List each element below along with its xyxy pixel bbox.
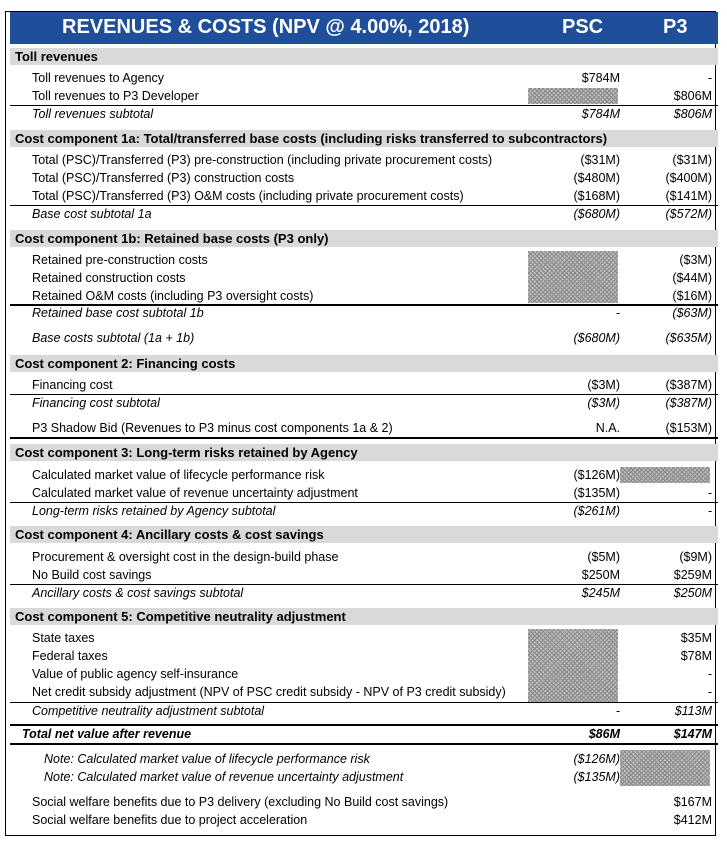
- section-cost-2: Cost component 2: Financing costs: [10, 355, 718, 372]
- row-social-welfare-p3: [10, 794, 718, 811]
- p3-value: ($153M): [665, 421, 712, 435]
- p3-value: ($16M): [672, 289, 712, 303]
- p3-value: ($572M): [665, 207, 712, 221]
- p3-value: -: [707, 685, 712, 699]
- row-1a-om: [10, 188, 718, 205]
- row-label: Note: Calculated market value of revenue uncertainty adjustment: [44, 770, 404, 784]
- row-no-build-savings: [10, 567, 718, 584]
- row-label: Financing cost subtotal: [32, 396, 160, 410]
- p3-value: $78M: [680, 649, 712, 663]
- row-social-welfare-acceleration: [10, 812, 718, 829]
- p3-value: $167M: [673, 795, 712, 809]
- row-label: Competitive neutrality adjustment subtotal: [32, 704, 265, 718]
- row-label: Note: Calculated market value of lifecycle performance risk: [44, 752, 370, 766]
- psc-value: N.A.: [595, 421, 620, 435]
- p3-value: ($400M): [665, 171, 712, 185]
- row-label: Retained O&M costs (including P3 oversight costs): [32, 289, 314, 303]
- row-label: Total net value after revenue: [22, 727, 192, 741]
- psc-value: ($135M): [573, 486, 620, 500]
- p3-value: ($141M): [665, 189, 712, 203]
- row-revenue-uncertainty: [10, 485, 718, 502]
- row-1a-subtotal: [10, 206, 718, 223]
- p3-value: ($635M): [665, 331, 712, 345]
- p3-value: $412M: [673, 813, 712, 827]
- p3-value: ($9M): [679, 550, 712, 564]
- row-label: Base cost subtotal 1a: [32, 207, 152, 221]
- p3-value: -: [707, 486, 712, 500]
- row-toll-p3: [10, 88, 718, 105]
- row-base-costs-total: [10, 330, 718, 347]
- row-long-term-subtotal: [10, 503, 718, 520]
- p3-value: -: [707, 71, 712, 85]
- row-self-insurance: [10, 666, 718, 683]
- p3-value: $259M: [673, 568, 712, 582]
- row-label: Long-term risks retained by Agency subtotal: [32, 504, 276, 518]
- psc-value: ($480M): [573, 171, 620, 185]
- row-label: Value of public agency self-insurance: [32, 667, 239, 681]
- p3-value: ($3M): [679, 253, 712, 267]
- psc-value: ($5M): [587, 550, 620, 564]
- column-header-p3: P3: [663, 16, 688, 38]
- column-header-psc: PSC: [562, 16, 604, 38]
- psc-value: -: [615, 704, 620, 718]
- p3-value: $147M: [673, 727, 712, 741]
- total-rule-bottom: [10, 743, 718, 745]
- row-note-lifecycle: [10, 751, 718, 768]
- row-label: Social welfare benefits due to P3 delivery (excluding No Build cost savings): [32, 795, 449, 809]
- section-cost-5: Cost component 5: Competitive neutrality adjustment: [10, 608, 718, 625]
- row-label: Toll revenues subtotal: [32, 107, 154, 121]
- row-state-taxes: [10, 630, 718, 647]
- section-cost-1a: Cost component 1a: Total/transferred base costs (including risks transferred to subcontractors): [10, 130, 718, 147]
- row-label: Base costs subtotal (1a + 1b): [32, 331, 195, 345]
- p3-value: ($387M): [665, 396, 712, 410]
- psc-value: ($261M): [573, 504, 620, 518]
- p3-value: ($44M): [672, 271, 712, 285]
- psc-value: -: [615, 306, 620, 320]
- row-label: Ancillary costs & cost savings subtotal: [32, 586, 244, 600]
- psc-value: $86M: [588, 727, 620, 741]
- psc-value: ($680M): [573, 207, 620, 221]
- p3-value: $113M: [674, 704, 712, 718]
- p3-value: $806M: [673, 89, 712, 103]
- row-1a-preconstruction: [10, 152, 718, 169]
- psc-value: $784M: [581, 107, 620, 121]
- row-label: Toll revenues to P3 Developer: [32, 89, 199, 103]
- row-label: State taxes: [32, 631, 95, 645]
- psc-value: ($126M): [573, 468, 620, 482]
- section-toll-revenues: Toll revenues: [10, 48, 718, 65]
- row-label: Total (PSC)/Transferred (P3) pre-construction (including private procurement costs): [32, 153, 493, 167]
- psc-value: $784M: [581, 71, 620, 85]
- psc-value: ($3M): [587, 378, 620, 392]
- psc-value: $250M: [581, 568, 620, 582]
- hatched-cell: [620, 467, 710, 483]
- row-1b-construction: [10, 270, 718, 287]
- psc-value: $245M: [581, 586, 620, 600]
- p3-value: ($387M): [665, 378, 712, 392]
- row-1b-om: [10, 288, 718, 305]
- section-rule: [10, 437, 718, 439]
- row-procurement-oversight: [10, 549, 718, 566]
- row-1b-preconstruction: [10, 252, 718, 269]
- psc-value: ($31M): [580, 153, 620, 167]
- row-credit-subsidy: [10, 684, 718, 701]
- row-1b-subtotal: [10, 305, 718, 322]
- row-neutrality-subtotal: [10, 703, 718, 720]
- row-lifecycle-risk: [10, 467, 718, 484]
- row-federal-taxes: [10, 648, 718, 665]
- row-note-revenue: [10, 769, 718, 786]
- row-1a-construction: [10, 170, 718, 187]
- row-label: Calculated market value of revenue uncertainty adjustment: [32, 486, 358, 500]
- row-financing-cost: [10, 377, 718, 394]
- section-cost-3: Cost component 3: Long-term risks retained by Agency: [10, 444, 718, 461]
- p3-value: ($63M): [672, 306, 712, 320]
- row-label: Procurement & oversight cost in the design-build phase: [32, 550, 339, 564]
- row-label: Net credit subsidy adjustment (NPV of PSC credit subsidy - NPV of P3 credit subsidy): [32, 685, 506, 699]
- row-ancillary-subtotal: [10, 585, 718, 602]
- p3-value: -: [707, 667, 712, 681]
- row-label: Social welfare benefits due to project acceleration: [32, 813, 308, 827]
- row-toll-agency: [10, 70, 718, 87]
- section-cost-1b: Cost component 1b: Retained base costs (P3 only): [10, 230, 718, 247]
- section-cost-4: Cost component 4: Ancillary costs & cost savings: [10, 526, 718, 543]
- p3-value: ($31M): [672, 153, 712, 167]
- p3-value: -: [707, 504, 712, 518]
- row-label: Total (PSC)/Transferred (P3) O&M costs (including private procurement costs): [32, 189, 464, 203]
- row-label: P3 Shadow Bid (Revenues to P3 minus cost components 1a & 2): [32, 421, 393, 435]
- table-header: [10, 12, 718, 44]
- table-title: REVENUES & COSTS (NPV @ 4.00%, 2018): [62, 16, 470, 38]
- p3-value: $35M: [680, 631, 712, 645]
- row-label: No Build cost savings: [32, 568, 152, 582]
- psc-value: ($3M): [587, 396, 620, 410]
- psc-value: ($135M): [573, 770, 620, 784]
- row-label: Toll revenues to Agency: [32, 71, 165, 85]
- row-label: Retained base cost subtotal 1b: [32, 306, 204, 320]
- row-label: Federal taxes: [32, 649, 108, 663]
- p3-value: $806M: [673, 107, 712, 121]
- row-label: Retained pre-construction costs: [32, 253, 208, 267]
- row-label: Total (PSC)/Transferred (P3) construction costs: [32, 171, 295, 185]
- psc-value: ($168M): [573, 189, 620, 203]
- psc-value: ($680M): [573, 331, 620, 345]
- row-label: Retained construction costs: [32, 271, 186, 285]
- psc-value: ($126M): [573, 752, 620, 766]
- row-toll-subtotal: [10, 106, 718, 123]
- row-total-net-value: [10, 726, 718, 743]
- row-financing-subtotal: [10, 395, 718, 412]
- row-label: Financing cost: [32, 378, 113, 392]
- row-shadow-bid: [10, 420, 718, 437]
- row-label: Calculated market value of lifecycle performance risk: [32, 468, 325, 482]
- p3-value: $250M: [673, 586, 712, 600]
